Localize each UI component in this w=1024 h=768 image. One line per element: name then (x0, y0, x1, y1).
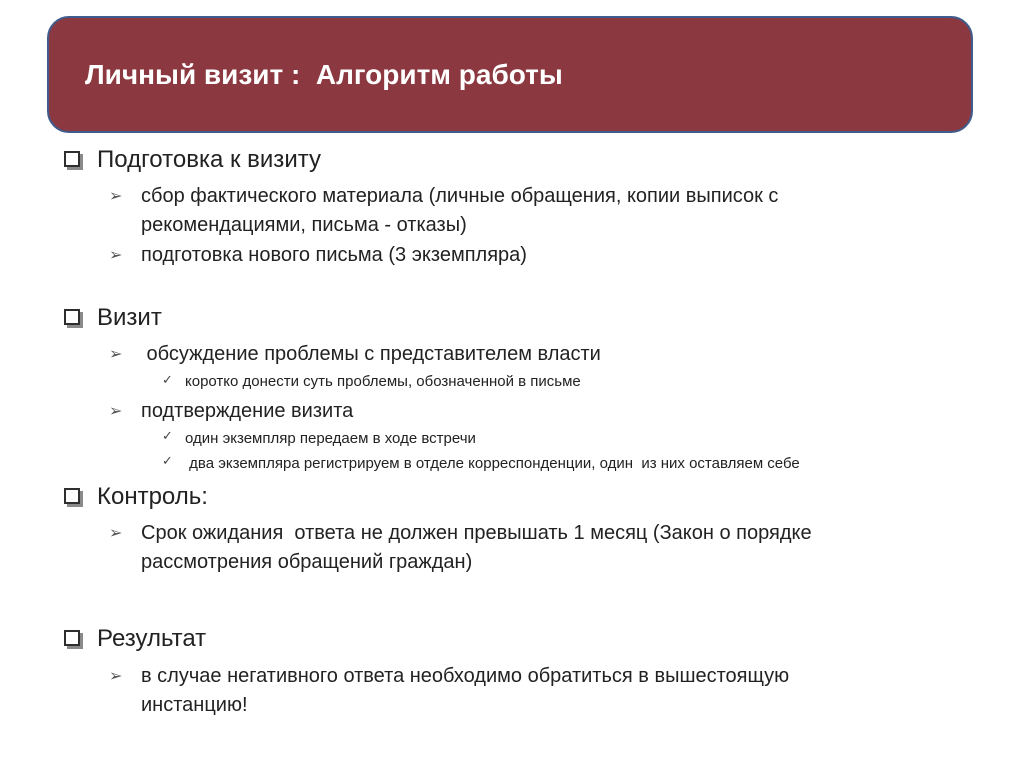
checkmark-icon: ✓ (162, 373, 173, 388)
section-heading-result: Результат (97, 625, 207, 652)
checkmark-icon: ✓ (162, 454, 173, 469)
section-heading-control: Контроль: (97, 483, 208, 510)
arrow-bullet-icon: ➢ (109, 523, 123, 542)
arrow-bullet-icon: ➢ (109, 666, 123, 685)
list-item-line: рассмотрения обращений граждан) (141, 551, 473, 573)
list-item-line: подтверждение визита (141, 400, 354, 422)
list-item-line: Срок ожидания ответа не должен превышать 1 месяц (Закон о порядке (141, 522, 812, 544)
section-heading-preparation: Подготовка к визиту (97, 146, 321, 173)
arrow-bullet-icon: ➢ (109, 344, 123, 363)
sub-list-item: два экземпляра регистрируем в отделе корреспонденции, один из них оставляем себе (185, 455, 800, 472)
checkbox-square-icon (64, 630, 80, 646)
list-item-line: инстанцию! (141, 694, 248, 716)
arrow-bullet-icon: ➢ (109, 401, 123, 420)
list-item-line: сбор фактического материала (личные обращения, копии выписок с (141, 185, 779, 207)
list-item-line: подготовка нового письма (3 экземпляра) (141, 244, 527, 266)
section-heading-visit: Визит (97, 304, 162, 331)
slide-title: Личный визит : Алгоритм работы (85, 59, 563, 90)
checkbox-square-icon (64, 309, 80, 325)
list-item-line: в случае негативного ответа необходимо обратиться в вышестоящую (141, 665, 790, 687)
sub-list-item: коротко донести суть проблемы, обозначенной в письме (185, 373, 581, 390)
checkbox-square-icon (64, 151, 80, 167)
sub-list-item: один экземпляр передаем в ходе встречи (185, 430, 476, 447)
list-item-line: обсуждение проблемы с представителем власти (141, 343, 601, 365)
arrow-bullet-icon: ➢ (109, 186, 123, 205)
arrow-bullet-icon: ➢ (109, 245, 123, 264)
checkmark-icon: ✓ (162, 429, 173, 444)
list-item-line: рекомендациями, письма - отказы) (141, 214, 467, 236)
checkbox-square-icon (64, 488, 80, 504)
